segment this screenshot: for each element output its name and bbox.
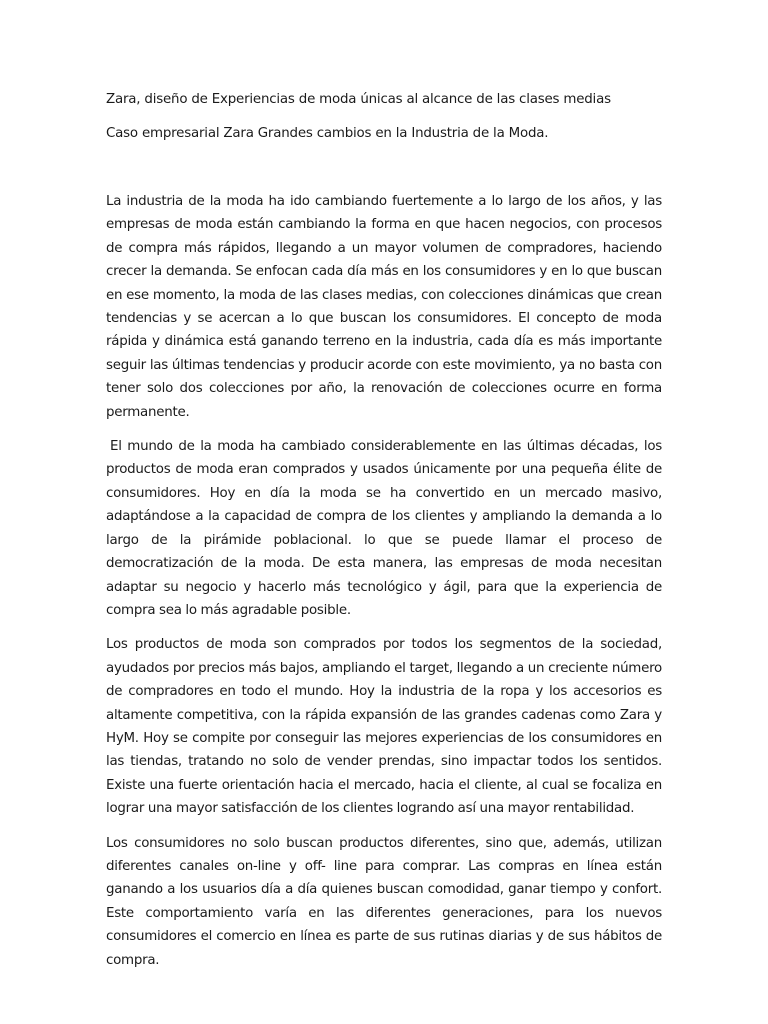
heading-spacer	[106, 145, 662, 190]
paragraph-3: Los productos de moda son comprados por todos los segmentos de la sociedad, ayudados por precios más bajos, ampliando el target, llegando a un creciente número de compradores en todo el mundo. Hoy la industria de la ropa y los accesorios es altamente competitiva, con la rápida expansión de las grandes cadenas como Zara y HyM. Hoy se compite por conseguir las mejores experiencias de los consumidores en las tiendas, tratando no solo de vender prendas, sino impactar todos los sentidos. Existe una fuerte orientación hacia el mercado, hacia el cliente, al cual se focaliza en lograr una mayor satisfacción de los clientes logrando así una mayor rentabilidad.	[106, 637, 662, 817]
paragraph-2: El mundo de la moda ha cambiado considerablemente en las últimas décadas, los productos de moda eran comprados y usados únicamente por una pequeña élite de consumidores. Hoy en día la moda se ha convertido en un mercado masivo, adaptándose a la capacidad de compra de los clientes y ampliando la demanda a lo largo de la pirámide poblacional. lo que se puede llamar el proceso de democratización de la moda. De esta manera, las empresas de moda necesitan adaptar su negocio y hacerlo más tecnológico y ágil, para que la experiencia de compra sea lo más agradable posible.	[106, 439, 662, 618]
document-page	[106, 88, 662, 983]
document-subtitle: Caso empresarial Zara Grandes cambios en la Industria de la Moda.	[106, 126, 549, 141]
paragraph-1: La industria de la moda ha ido cambiando fuertemente a lo largo de los años, y las empresas de moda están cambiando la forma en que hacen negocios, con procesos de compra más rápidos, llegando a un mayor volumen de compradores, haciendo crecer la demanda. Se enfocan cada día más en los consumidores y en lo que buscan en ese momento, la moda de las clases medias, con colecciones dinámicas que crean tendencias y se acercan a lo que buscan los consumidores. El concepto de moda rápida y dinámica está ganando terreno en la industria, cada día es más importante seguir las últimas tendencias y producir acorde con este movimiento, ya no basta con tener solo dos colecciones por año, la renovación de colecciones ocurre en forma permanente.	[106, 194, 662, 420]
paragraph-4: Los consumidores no solo buscan productos diferentes, sino que, además, utilizan diferentes canales on-line y off- line para comprar. Las compras en línea están ganando a los usuarios día a día quienes buscan comodidad, ganar tiempo y confort. Este comportamiento varía en las diferentes generaciones, para los nuevos consumidores el comercio en línea es parte de sus rutinas diarias y de sus hábitos de compra.	[106, 835, 662, 968]
document-title: Zara, diseño de Experiencias de moda únicas al alcance de las clases medias	[106, 92, 611, 107]
